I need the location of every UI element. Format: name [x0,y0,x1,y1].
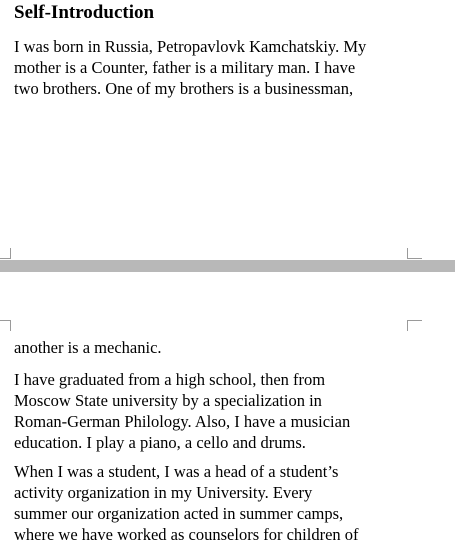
text-line: where we have worked as counselors for children of [14,525,359,544]
paragraph-3 [14,461,444,545]
text-line: I have graduated from a high school, then from [14,370,326,389]
text-line: mother is a Counter, father is a military man. I have [14,58,356,77]
page-corner-mark [407,248,422,259]
document-page-2[interactable] [0,272,455,552]
text-line: When I was a student, I was a head of a student’s [14,462,339,481]
text-line: Moscow State university by a specialization in [14,391,322,410]
document-page-1[interactable] [0,0,455,260]
text-line: activity organization in my University. Every [14,483,313,502]
text-line: I was born in Russia, Petropavlovk Kamchatskiy. My [14,37,367,56]
page-break-separator [0,260,455,272]
text-line: summer our organization acted in summer camps, [14,504,344,523]
text-line: two brothers. One of my brothers is a businessman, [14,79,354,98]
text-line: another is a mechanic. [14,338,162,357]
paragraph-1-continuation [14,337,444,358]
text-line: Roman-German Philology. Also, I have a musician [14,412,351,431]
paragraph-1 [14,36,444,99]
paragraph-2 [14,369,444,453]
text-line: education. I play a piano, a cello and drums. [14,433,306,452]
document-title: Self-Introduction [14,2,155,23]
page-corner-mark [0,248,11,259]
page-corner-mark [0,320,11,331]
page-corner-mark [407,320,422,331]
